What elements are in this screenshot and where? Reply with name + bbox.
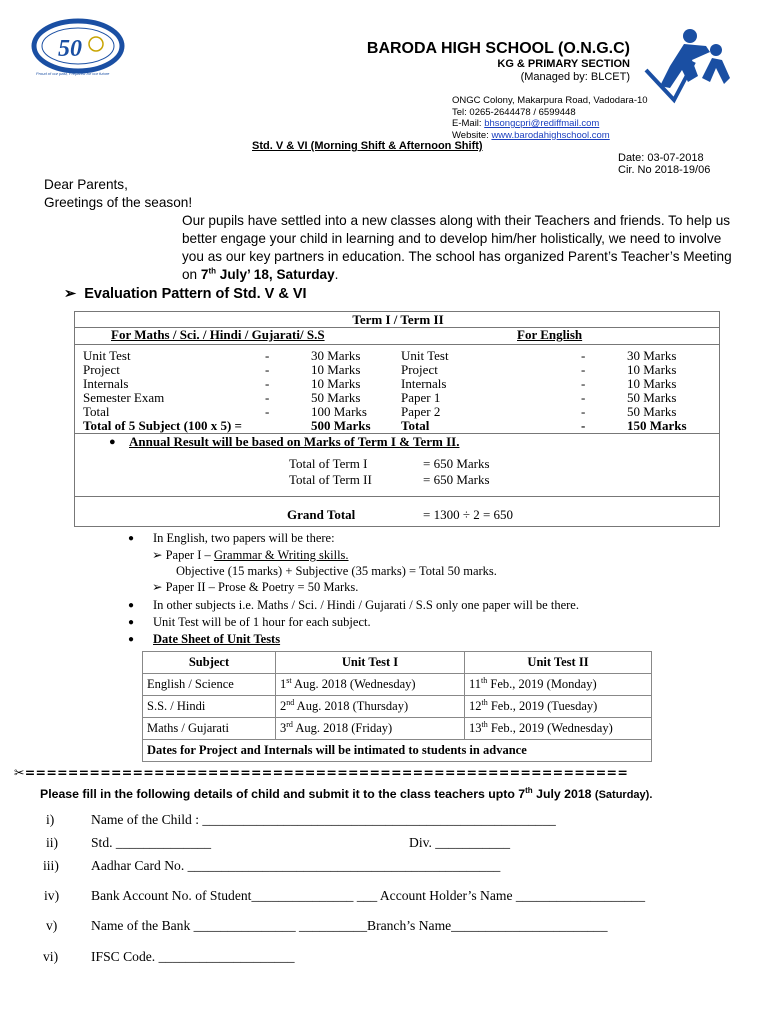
term2-value: = 650 Marks bbox=[423, 472, 490, 487]
right-total-label: Total bbox=[401, 418, 430, 433]
term1-label: Total of Term I bbox=[289, 456, 368, 471]
right-total-marks: 150 Marks bbox=[627, 418, 687, 433]
note-unit-test-duration: Unit Test will be of 1 hour for each subject. bbox=[153, 615, 371, 629]
bank-name-field[interactable]: Name of the Bank _______________ __________Branch’s Name_______________________ bbox=[91, 918, 608, 933]
table-footer-row bbox=[143, 740, 652, 762]
left-row: Internals bbox=[83, 376, 129, 391]
date-sheet-heading: Date Sheet of Unit Tests bbox=[153, 632, 281, 646]
note-english-papers: In English, two papers will be there: bbox=[153, 531, 335, 545]
child-name-field[interactable]: Name of the Child : ____________________________________________________ bbox=[91, 812, 556, 827]
item-number: ii) bbox=[46, 835, 59, 850]
left-row: Total bbox=[83, 404, 110, 419]
left-row: Unit Test bbox=[83, 348, 131, 363]
annual-result-note: Annual Result will be based on Marks of Term I & Term II. bbox=[129, 434, 460, 449]
header-ut2: Unit Test II bbox=[465, 652, 652, 674]
telephone: Tel: 0265-2644478 / 6599448 bbox=[452, 106, 576, 118]
subject-cell: S.S. / Hindi bbox=[143, 696, 276, 718]
item-number: vi) bbox=[43, 949, 59, 964]
email-link[interactable]: bhsongcpri@rediffmail.com bbox=[484, 118, 600, 129]
bullet-icon: ● bbox=[128, 533, 135, 544]
address-block bbox=[452, 95, 648, 141]
school-section: KG & PRIMARY SECTION bbox=[497, 58, 630, 70]
evaluation-heading: ➢ Evaluation Pattern of Std. V & VI bbox=[64, 286, 307, 302]
right-header: For English bbox=[517, 327, 583, 342]
dash: - bbox=[581, 376, 586, 391]
dash: - bbox=[581, 404, 586, 419]
address-line: ONGC Colony, Makarpura Road, Vadodara-10 bbox=[452, 95, 648, 106]
dash: - bbox=[581, 362, 586, 377]
left-total-label: Total of 5 Subject (100 x 5) = bbox=[83, 418, 242, 433]
aadhar-field[interactable]: Aadhar Card No. ______________________________________________ bbox=[91, 858, 501, 873]
note-paper1-detail: Objective (15 marks) + Subjective (35 marks) = Total 50 marks. bbox=[176, 564, 497, 578]
school-logo bbox=[30, 18, 130, 78]
date-sheet-table bbox=[142, 651, 652, 762]
table-row bbox=[143, 718, 652, 740]
bullet-icon: ● bbox=[109, 436, 116, 448]
left-marks: 100 Marks bbox=[311, 404, 367, 419]
term2-label: Total of Term II bbox=[289, 472, 372, 487]
dash: - bbox=[265, 362, 270, 377]
bullet-icon: ● bbox=[128, 617, 135, 628]
ifsc-field[interactable]: IFSC Code. ____________________ bbox=[91, 949, 295, 964]
arrow-bullet-icon: ➢ bbox=[64, 286, 77, 302]
dash: - bbox=[581, 348, 586, 363]
website-label: Website: bbox=[452, 129, 492, 141]
scissors-cut-line: ✂======================================================== bbox=[14, 765, 629, 780]
left-marks: 30 Marks bbox=[311, 348, 361, 363]
term1-value: = 650 Marks bbox=[423, 456, 490, 471]
left-total-marks: 500 Marks bbox=[311, 418, 371, 433]
salutation: Dear Parents, bbox=[44, 177, 128, 192]
right-marks: 10 Marks bbox=[627, 362, 677, 377]
bullet-icon: ● bbox=[128, 634, 135, 645]
grand-total-value: = 1300 ÷ 2 = 650 bbox=[423, 507, 514, 522]
school-name: BARODA HIGH SCHOOL (O.N.G.C) bbox=[366, 40, 630, 57]
managed-by: (Managed by: BLCET) bbox=[520, 71, 630, 83]
letter-body bbox=[44, 176, 734, 284]
div-field[interactable]: Div. ___________ bbox=[409, 835, 511, 850]
table-header-row bbox=[143, 652, 652, 674]
ut2-cell: 11th Feb., 2019 (Monday) bbox=[465, 674, 652, 696]
header-subject: Subject bbox=[143, 652, 276, 674]
left-marks: 10 Marks bbox=[311, 362, 361, 377]
left-marks: 50 Marks bbox=[311, 390, 361, 405]
note-paper1: ➢ Paper I – Grammar & Writing skills. bbox=[152, 548, 349, 562]
right-row: Paper 1 bbox=[401, 390, 441, 405]
dash: - bbox=[581, 418, 586, 433]
form-instruction: Please fill in the following details of child and submit it to the class teachers upto 7th July 2018 (Saturday). bbox=[40, 785, 653, 801]
arrow-bullet-icon: ➢ bbox=[152, 580, 163, 594]
left-row: Semester Exam bbox=[83, 390, 165, 405]
circular-date: Date: 03-07-2018 bbox=[618, 152, 704, 164]
website-link[interactable]: www.barodahighschool.com bbox=[491, 129, 610, 141]
dash: - bbox=[265, 376, 270, 391]
ut1-cell: 2nd Aug. 2018 (Thursday) bbox=[276, 696, 465, 718]
item-number: iv) bbox=[44, 888, 60, 903]
dash: - bbox=[265, 404, 270, 419]
right-marks: 10 Marks bbox=[627, 376, 677, 391]
right-row: Paper 2 bbox=[401, 404, 441, 419]
evaluation-table bbox=[74, 311, 720, 527]
bank-account-field[interactable]: Bank Account No. of Student_______________ ___ Account Holder’s Name ___________________ bbox=[91, 888, 646, 903]
term-header: Term I / Term II bbox=[352, 312, 444, 327]
ut2-cell: 12th Feb., 2019 (Tuesday) bbox=[465, 696, 652, 718]
item-number: v) bbox=[46, 918, 58, 933]
subject-cell: Maths / Gujarati bbox=[143, 718, 276, 740]
ut2-cell: 13th Feb., 2019 (Wednesday) bbox=[465, 718, 652, 740]
std-field[interactable]: Std. ______________ bbox=[91, 835, 212, 850]
note-paper2: ➢ Paper II – Prose & Poetry = 50 Marks. bbox=[152, 580, 359, 594]
letter-paragraph: Our pupils have settled into a new classes along with their Teachers and friends. To help us better engage your child in learning and to develop him/her holistically, we need to involve you as our key partners in education. The school has organized Parent’s Teacher’s Meeting on 7th July’ 18, Saturday. bbox=[182, 213, 732, 282]
greeting: Greetings of the season! bbox=[44, 195, 193, 210]
email-label: E-Mail: bbox=[452, 118, 485, 129]
document-title: Std. V & VI (Morning Shift & Afternoon Shift) bbox=[252, 140, 483, 152]
circular-number: Cir. No 2018-19/06 bbox=[618, 164, 711, 176]
right-marks: 50 Marks bbox=[627, 390, 677, 405]
date-block bbox=[618, 152, 710, 176]
right-marks: 30 Marks bbox=[627, 348, 677, 363]
arrow-bullet-icon: ➢ bbox=[152, 548, 163, 562]
dash: - bbox=[581, 390, 586, 405]
left-row: Project bbox=[83, 362, 120, 377]
children-illustration bbox=[640, 26, 730, 106]
logo-50: 50 bbox=[58, 36, 82, 62]
subject-cell: English / Science bbox=[143, 674, 276, 696]
item-number: i) bbox=[46, 812, 55, 827]
table-row bbox=[143, 674, 652, 696]
left-header: For Maths / Sci. / Hindi / Gujarati/ S.S bbox=[111, 327, 325, 342]
item-number: iii) bbox=[43, 858, 59, 873]
bullet-icon: ● bbox=[128, 600, 135, 611]
ut1-cell: 1st Aug. 2018 (Wednesday) bbox=[276, 674, 465, 696]
right-marks: 50 Marks bbox=[627, 404, 677, 419]
date-sheet-footer: Dates for Project and Internals will be intimated to students in advance bbox=[143, 740, 652, 762]
table-row bbox=[143, 696, 652, 718]
grand-total-label: Grand Total bbox=[287, 507, 356, 522]
left-marks: 10 Marks bbox=[311, 376, 361, 391]
right-row: Project bbox=[401, 362, 438, 377]
dash: - bbox=[265, 390, 270, 405]
dash: - bbox=[265, 348, 270, 363]
right-row: Internals bbox=[401, 376, 447, 391]
meeting-date: 7th July’ 18, Saturday bbox=[200, 266, 335, 282]
header-ut1: Unit Test I bbox=[276, 652, 465, 674]
logo-motto: Proud of our past, Prepared for our future bbox=[36, 71, 110, 76]
letter-text: Our pupils have settled into a new classes along with their Teachers and friends. To help us better engage your child in learning and to develop him/her holistically, we need to involve you as our key partners in education. The school has organized Parent’s Teacher’s Meeting on bbox=[182, 213, 732, 282]
ut1-cell: 3rd Aug. 2018 (Friday) bbox=[276, 718, 465, 740]
right-row: Unit Test bbox=[401, 348, 449, 363]
note-other-subjects: In other subjects i.e. Maths / Sci. / Hindi / Gujarati / S.S only one paper will be there. bbox=[153, 598, 579, 612]
